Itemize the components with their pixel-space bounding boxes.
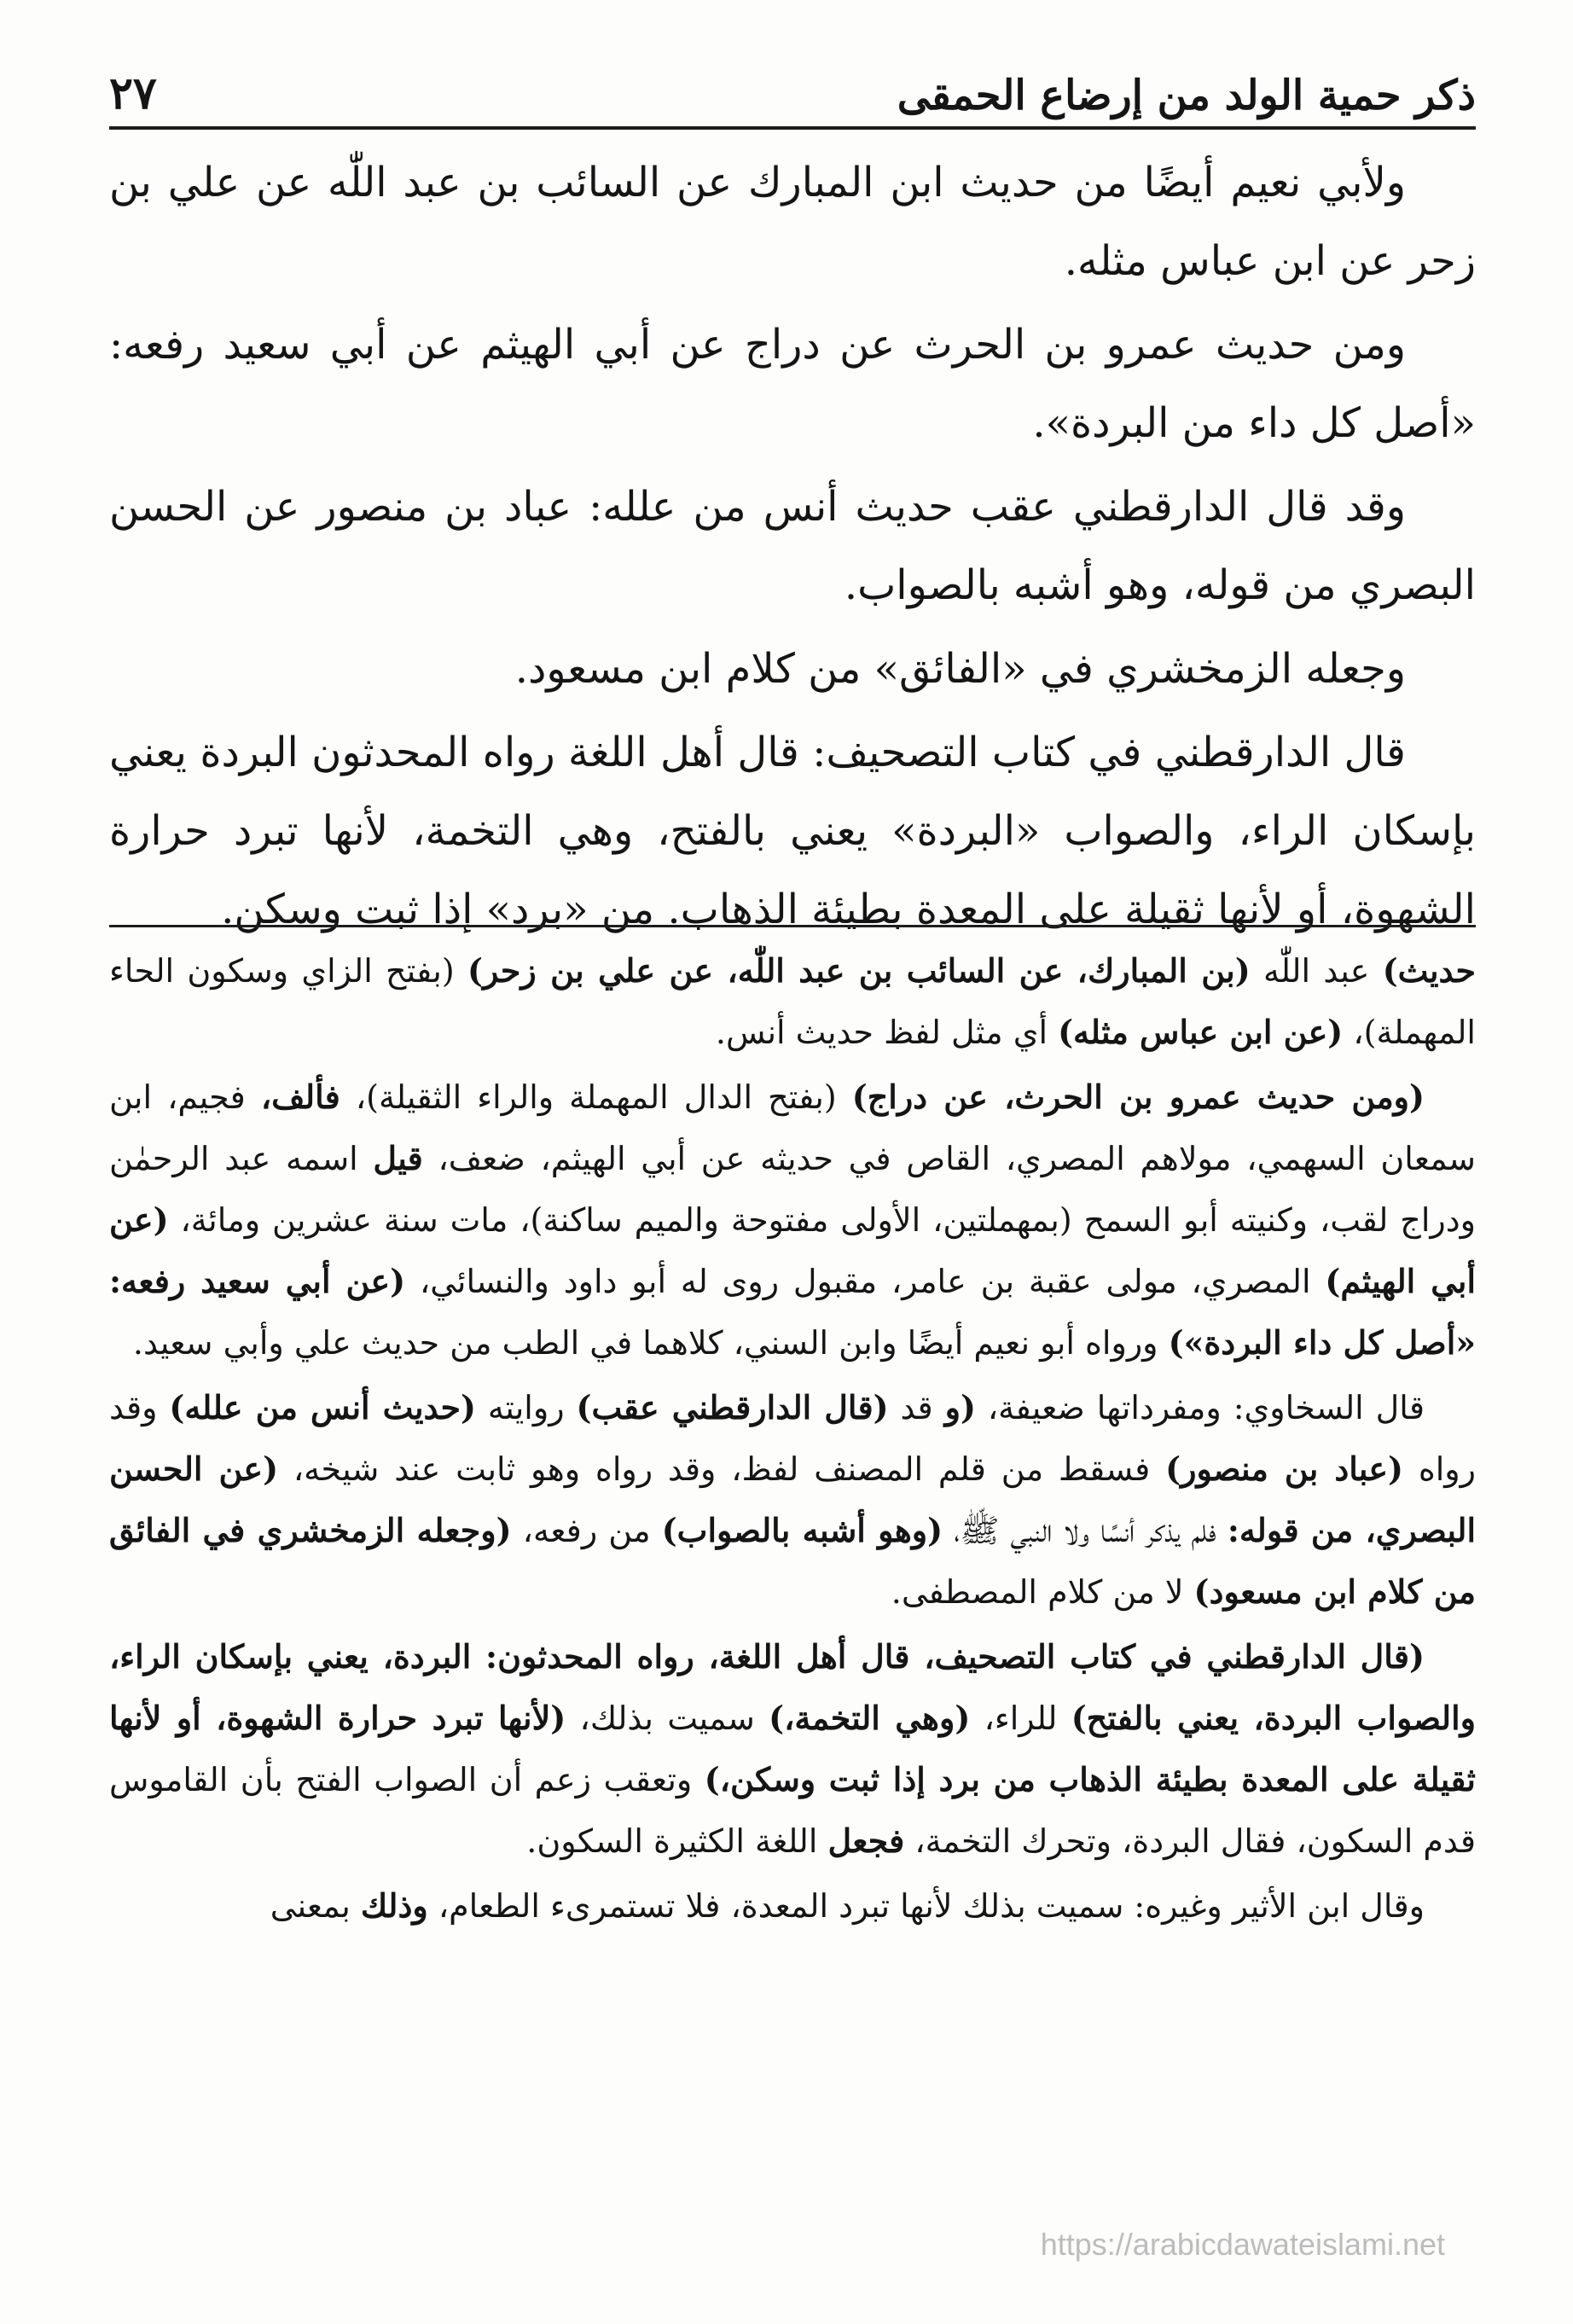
bold-quoted-text: حديث) (1382, 951, 1476, 990)
main-paragraph-2: ومن حديث عمرو بن الحرث عن دراج عن أبي الهيثم عن أبي سعيد رفعه: «أصل كل داء من البردة». (109, 321, 1476, 447)
commentary-text: اسمه عبد الرحمٰن ودراج لقب، وكنيته أبو السمح (بمهملتين، الأولى مفتوحة والميم ساكنة)، مات سنة عشرين ومائة، (109, 1140, 1476, 1239)
commentary-text: قال السخاوي: ومفرداتها ضعيفة، (975, 1389, 1425, 1426)
main-paragraph-3: وقد قال الدارقطني عقب حديث أنس من علله: عباد بن منصور عن الحسن البصري من قوله، وهو أشبه بالصواب. (109, 483, 1476, 609)
bold-quoted-text: (عن الحسن البصري، من قوله: (109, 1450, 1477, 1549)
commentary-text: أي مثل لفظ حديث أنس. (715, 1014, 1059, 1051)
bold-quoted-text: (عباد بن منصور) (1165, 1450, 1403, 1488)
commentary-text: ورواه أبو نعيم أيضًا وابن السني، كلاهما في الطب من حديث علي وأبي سعيد. (132, 1324, 1169, 1362)
commentary-text: اللغة الكثيرة السكون. (526, 1822, 828, 1860)
commentary-divider (109, 925, 1476, 927)
commentary-text: وقال ابن الأثير وغيره: سميت بذلك لأنها تبرد المعدة، فلا تستمرىء الطعام، (427, 1887, 1425, 1925)
page-number: ٢٧ (109, 67, 157, 119)
commentary-text: عبد اللّٰه (1250, 952, 1383, 990)
main-paragraph-4: وجعله الزمخشري في «الفائق» من كلام ابن مسعود. (514, 645, 1406, 693)
commentary-text: المصري، مولى عقبة بن عامر، مقبول روى له أبو داود والنسائي، (405, 1263, 1326, 1300)
commentary-text: سميت بذلك، (566, 1699, 769, 1737)
commentary-text: وقد رواه (109, 1389, 1477, 1488)
commentary-text: فلم يذكر أنسًا ولا النبي ﷺ، (943, 1512, 1228, 1549)
bold-quoted-text: (لأنها تبرد حرارة الشهوة، أو لأنها ثقيلة على المعدة بطيئة الذهاب من برد إذا ثبت وسكن،) (109, 1699, 1476, 1798)
bold-quoted-text: وذلك (360, 1886, 428, 1925)
bold-quoted-text: (عن أبي سعيد رفعه: «أصل كل داء البردة») (109, 1262, 1476, 1362)
commentary-paragraph-3 (109, 1377, 1476, 1623)
bold-quoted-text: (عن أبي الهيثم) (109, 1200, 1476, 1300)
commentary-text: فجيم، ابن سمعان السهمي، مولاهم المصري، القاص في حديثه عن أبي الهيثم، ضعف، (109, 1078, 1476, 1177)
bold-quoted-text: فألف، (260, 1078, 340, 1116)
commentary-text: من رفعه، (511, 1512, 662, 1549)
source-watermark: https://arabicdawateislami.net (1040, 2227, 1445, 2262)
commentary-text: للراء، (970, 1699, 1071, 1737)
bold-quoted-text: قيل (373, 1139, 423, 1177)
commentary-text: روايته (475, 1389, 577, 1426)
commentary-text: لا من كلام المصطفى. (891, 1573, 1194, 1611)
header-rule (109, 126, 1476, 130)
commentary (109, 940, 1476, 1940)
commentary-paragraph-1 (109, 940, 1476, 1063)
commentary-text: (بفتح الزاي وسكون الحاء المهملة)، (109, 952, 1476, 1051)
commentary-paragraph-5 (109, 1875, 1476, 1937)
commentary-text: (بفتح الدال المهملة والراء الثقيلة)، (340, 1078, 852, 1116)
bold-quoted-text: (عن ابن عباس مثله) (1058, 1013, 1344, 1051)
main-paragraph-5: قال الدارقطني في كتاب التصحيف: قال أهل اللغة رواه المحدثون البردة يعني بإسكان الراء، والصواب «البردة» يعني بالفتح، وهي التخمة، لأنها تبرد حرارة الشهوة، أو لأنها ثقيلة على المعدة بطيئة الذهاب. من «برد» إذا ثبت وسكن. (109, 729, 1476, 933)
bold-quoted-text: (حديث أنس من علله) (169, 1388, 476, 1426)
bold-quoted-text: (قال الدارقطني في كتاب التصحيف، قال أهل اللغة، رواه المحدثون: البردة، يعني بإسكان الراء، والصواب البردة، يعني بالفتح) (109, 1637, 1477, 1737)
commentary-text: فسقط من قلم المصنف لفظ، وقد رواه وهو ثابت عند شيخه، (278, 1450, 1166, 1488)
bold-quoted-text: (قال الدارقطني عقب) (576, 1388, 889, 1426)
bold-quoted-text: (بن المبارك، عن السائب بن عبد اللّٰه، عن علي بن زحر) (467, 951, 1251, 990)
commentary-paragraph-2 (109, 1066, 1476, 1374)
main-text (109, 143, 1476, 954)
bold-quoted-text: فجعل (827, 1821, 905, 1860)
bold-quoted-text: (ومن حديث عمرو بن الحرث، عن دراج) (851, 1078, 1425, 1116)
running-title: ذكر حمية الولد من إرضاع الحمقى (897, 72, 1476, 119)
commentary-paragraph-4 (109, 1626, 1476, 1872)
commentary-text: قد (888, 1389, 945, 1426)
bold-quoted-text: (وهي التخمة،) (769, 1699, 971, 1737)
commentary-text: بمعنى (270, 1887, 361, 1925)
commentary-text: وتعقب زعم أن الصواب الفتح بأن القاموس قدم السكون، فقال البردة، وتحرك التخمة، (109, 1761, 1476, 1860)
main-paragraph-1: ولأبي نعيم أيضًا من حديث ابن المبارك عن السائب بن عبد اللّٰه عن علي بن زحر عن ابن عباس مثله. (109, 159, 1476, 285)
bold-quoted-text: (وجعله الزمخشري في الفائق من كلام ابن مسعود) (109, 1511, 1476, 1611)
bold-quoted-text: (و (944, 1388, 976, 1426)
bold-quoted-text: (وهو أشبه بالصواب) (661, 1511, 943, 1549)
page-header (109, 34, 1476, 119)
